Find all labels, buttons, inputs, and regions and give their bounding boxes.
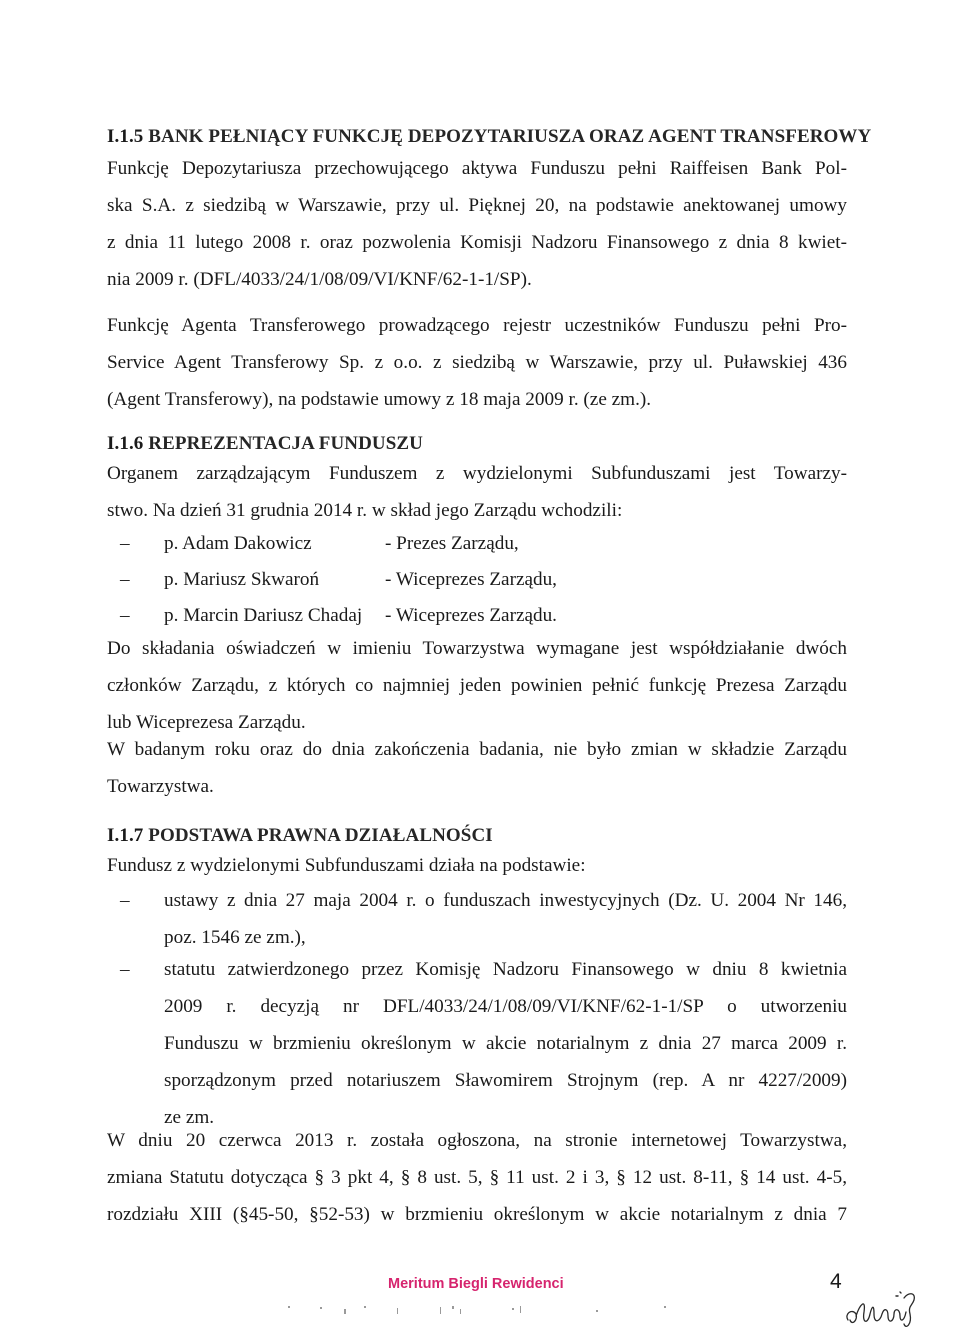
text-line: ska S.A. z siedzibą w Warszawie, przy ul. Pięknej 20, na podstawie anektowanej umowy bbox=[107, 195, 847, 216]
depositary-paragraph bbox=[107, 150, 847, 298]
text-line: sporządzonym przed notariuszem Sławomirem Strojnym (rep. A nr 4227/2009) bbox=[164, 1070, 847, 1091]
text-line: zmiana Statutu dotycząca § 3 pkt 4, § 8 ust. 5, § 11 ust. 2 i 3, § 12 ust. 8-11, § 14 ust. 4-5, bbox=[107, 1167, 847, 1188]
text-line: Do składania oświadczeń w imieniu Towarzystwa wymagane jest współdziałanie dwóch bbox=[107, 638, 847, 659]
board-member-role: - Prezes Zarządu, bbox=[385, 533, 519, 554]
text-line: Towarzystwa. bbox=[107, 776, 214, 797]
board-member-row bbox=[120, 525, 519, 562]
section-heading-1-1-7 bbox=[107, 825, 493, 847]
text-line: (Agent Transferowy), na podstawie umowy z 18 maja 2009 r. (ze zm.). bbox=[107, 389, 652, 410]
board-member-name: p. Mariusz Skwaroń bbox=[164, 569, 320, 590]
board-member-row bbox=[120, 597, 557, 634]
board-member-name: p. Adam Dakowicz bbox=[164, 533, 312, 554]
representation-intro bbox=[107, 455, 847, 529]
text-line: Service Agent Transferowy Sp. z o.o. z siedzibą w Warszawie, przy ul. Puławskiej 436 bbox=[107, 352, 847, 373]
section-heading-1-1-5 bbox=[107, 126, 871, 148]
text-line: członków Zarządu, z których co najmniej jeden powinien pełnić funkcję Prezesa Zarządu bbox=[107, 675, 847, 696]
text-line: ze zm. bbox=[164, 1107, 215, 1128]
footer-brand: Meritum Biegli Rewidenci bbox=[388, 1276, 564, 1292]
text-line: Fundusz z wydzielonymi Subfunduszami działa na podstawie: bbox=[107, 855, 586, 876]
dash-bullet: – bbox=[120, 569, 130, 590]
board-member-row bbox=[120, 561, 557, 598]
text-line: Organem zarządzającym Funduszem z wydzielonymi Subfunduszami jest Towarzy- bbox=[107, 463, 847, 484]
text-line: rozdziału XIII (§45-50, §52-53) w brzmieniu określonym w akcie notarialnym z dnia 7 bbox=[107, 1204, 847, 1225]
board-member-role: - Wiceprezes Zarządu. bbox=[385, 605, 557, 626]
text-line: W dniu 20 czerwca 2013 r. została ogłoszona, na stronie internetowej Towarzystwa, bbox=[107, 1130, 847, 1151]
signing-rule-paragraph bbox=[107, 630, 847, 741]
section-number: I.1.5 bbox=[107, 126, 144, 147]
legal-basis-intro bbox=[107, 847, 847, 884]
text-line: W badanym roku oraz do dnia zakończenia badania, nie było zmian w składzie Zarządu bbox=[107, 739, 847, 760]
text-line: Funduszu w brzmieniu określonym w akcie notarialnym z dnia 27 marca 2009 r. bbox=[164, 1033, 847, 1054]
text-line: poz. 1546 ze zm.), bbox=[164, 927, 306, 948]
board-member-name: p. Marcin Dariusz Chadaj bbox=[164, 605, 363, 626]
text-line: ustawy z dnia 27 maja 2004 r. o funduszach inwestycyjnych (Dz. U. 2004 Nr 146, bbox=[164, 890, 847, 911]
dash-bullet: – bbox=[120, 605, 130, 626]
text-line: lub Wiceprezesa Zarządu. bbox=[107, 712, 306, 733]
section-number: I.1.6 bbox=[107, 433, 144, 454]
text-line: Funkcję Agenta Transferowego prowadzącego rejestr uczestników Funduszu pełni Pro- bbox=[107, 315, 847, 336]
section-number: I.1.7 bbox=[107, 825, 144, 846]
board-changes-paragraph bbox=[107, 731, 847, 805]
text-line: Funkcję Depozytariusza przechowującego aktywa Funduszu pełni Raiffeisen Bank Pol- bbox=[107, 158, 847, 179]
transfer-agent-paragraph bbox=[107, 307, 847, 418]
handwritten-signature bbox=[842, 1284, 932, 1334]
section-title: REPREZENTACJA FUNDUSZU bbox=[148, 433, 424, 454]
section-title: PODSTAWA PRAWNA DZIAŁALNOŚCI bbox=[148, 825, 493, 846]
dash-bullet: – bbox=[120, 890, 130, 911]
text-line: nia 2009 r. (DFL/4033/24/1/08/09/VI/KNF/62-1-1/SP). bbox=[107, 269, 532, 290]
section-heading-1-1-6 bbox=[107, 433, 423, 455]
text-line: 2009 r. decyzją nr DFL/4033/24/1/08/09/VI/KNF/62-1-1/SP o utworzeniu bbox=[164, 996, 847, 1017]
text-line: stwo. Na dzień 31 grudnia 2014 r. w skład jego Zarządu wchodzili: bbox=[107, 500, 623, 521]
statute-change-paragraph bbox=[107, 1122, 847, 1233]
scan-specks bbox=[280, 1300, 700, 1316]
dash-bullet: – bbox=[120, 533, 130, 554]
dash-bullet: – bbox=[120, 959, 130, 980]
section-title: BANK PEŁNIĄCY FUNKCJĘ DEPOZYTARIUSZA ORAZ AGENT TRANSFEROWY bbox=[148, 126, 872, 147]
text-line: statutu zatwierdzonego przez Komisję Nadzoru Finansowego w dniu 8 kwietnia bbox=[164, 959, 847, 980]
board-member-role: - Wiceprezes Zarządu, bbox=[385, 569, 557, 590]
text-line: z dnia 11 lutego 2008 r. oraz pozwolenia Komisji Nadzoru Finansowego z dnia 8 kwiet- bbox=[107, 232, 847, 253]
page-number: 4 bbox=[830, 1270, 842, 1293]
